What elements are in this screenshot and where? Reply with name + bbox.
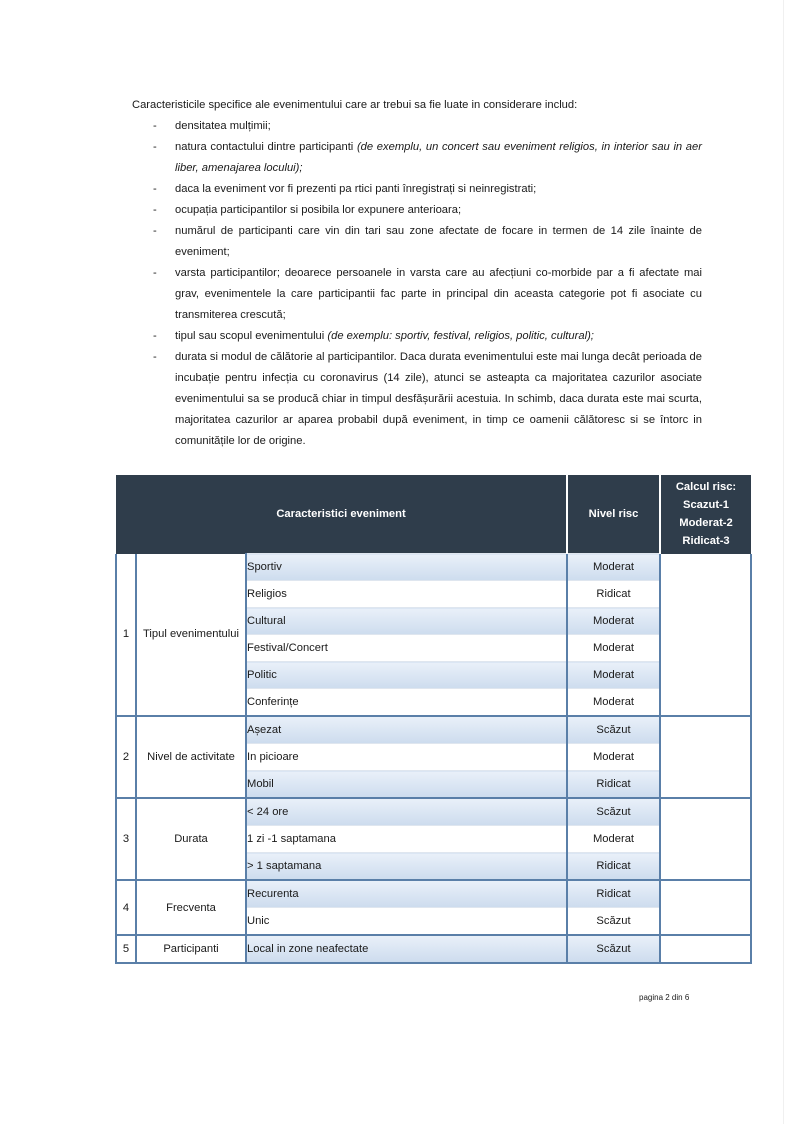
bullet-dash: - bbox=[153, 225, 157, 237]
bullet-item bbox=[132, 347, 702, 452]
bullet-item bbox=[132, 116, 702, 137]
table-header-row bbox=[116, 475, 751, 554]
characteristic-cell: Unic bbox=[246, 908, 567, 936]
header-characteristics: Caracteristici eveniment bbox=[116, 475, 567, 554]
calc-mid: Moderat-2 bbox=[679, 517, 733, 530]
risk-calc-cell bbox=[660, 716, 751, 798]
table-body bbox=[116, 554, 751, 964]
risk-level-cell: Moderat bbox=[567, 635, 660, 662]
group-number: 1 bbox=[116, 554, 136, 717]
risk-level-cell: Scăzut bbox=[567, 935, 660, 963]
risk-level-cell: Moderat bbox=[567, 662, 660, 689]
risk-table bbox=[115, 475, 752, 964]
bullet-text: natura contactului dintre participanti bbox=[175, 141, 357, 153]
group-category: Frecventa bbox=[136, 880, 246, 935]
bullet-dash: - bbox=[153, 141, 157, 153]
bullet-dash: - bbox=[153, 183, 157, 195]
risk-level-cell: Ridicat bbox=[567, 771, 660, 799]
bullet-italic-text: (de exemplu, un concert sau eveniment religios, in interior sau in aer liber, amenajarea locului); bbox=[175, 141, 702, 174]
bullet-dash: - bbox=[153, 120, 157, 132]
characteristic-cell: In picioare bbox=[246, 744, 567, 771]
scan-edge-line bbox=[783, 0, 784, 1124]
bullet-text: tipul sau scopul evenimentului bbox=[175, 330, 328, 342]
bullet-text: daca la eveniment vor fi prezenti pa rtici panti înregistrați si neinregistrati; bbox=[175, 183, 537, 195]
bullet-italic-text: (de exemplu: sportiv, festival, religios, politic, cultural); bbox=[327, 330, 594, 342]
risk-calc-cell bbox=[660, 798, 751, 880]
risk-level-cell: Ridicat bbox=[567, 853, 660, 881]
bullet-item bbox=[132, 179, 702, 200]
table-row bbox=[116, 880, 751, 908]
group-category: Tipul evenimentului bbox=[136, 554, 246, 717]
characteristic-cell: Politic bbox=[246, 662, 567, 689]
risk-level-cell: Moderat bbox=[567, 554, 660, 581]
table-row bbox=[116, 935, 751, 963]
characteristic-cell: Conferințe bbox=[246, 689, 567, 717]
bullet-text: ocupația participantilor si posibila lor expunere anterioara; bbox=[175, 204, 462, 216]
risk-level-cell: Ridicat bbox=[567, 581, 660, 608]
characteristic-cell: Așezat bbox=[246, 716, 567, 744]
risk-calc-cell bbox=[660, 554, 751, 717]
risk-level-cell: Scăzut bbox=[567, 908, 660, 936]
bullet-text: varsta participantilor; deoarece persoanele in varsta care au afecțiuni co-morbide par a fi afectate mai grav, evenimentele la care participantii fac parte in principal din aceasta categorie pot fi asociate cu transmiterea crescută; bbox=[175, 267, 702, 321]
calc-low: Scazut-1 bbox=[683, 499, 730, 512]
characteristic-cell: Cultural bbox=[246, 608, 567, 635]
bullet-dash: - bbox=[153, 204, 157, 216]
calc-high: Ridicat-3 bbox=[682, 535, 730, 548]
characteristic-cell: < 24 ore bbox=[246, 798, 567, 826]
risk-level-cell: Ridicat bbox=[567, 880, 660, 908]
characteristic-cell: Recurenta bbox=[246, 880, 567, 908]
group-category: Nivel de activitate bbox=[136, 716, 246, 798]
risk-calc-cell bbox=[660, 935, 751, 963]
risk-level-cell: Scăzut bbox=[567, 716, 660, 744]
risk-level-cell: Moderat bbox=[567, 826, 660, 853]
group-number: 4 bbox=[116, 880, 136, 935]
risk-level-cell: Moderat bbox=[567, 608, 660, 635]
header-risk-calc bbox=[660, 475, 751, 554]
bullet-list bbox=[132, 116, 702, 452]
group-number: 2 bbox=[116, 716, 136, 798]
characteristic-cell: > 1 saptamana bbox=[246, 853, 567, 881]
bullet-item bbox=[132, 326, 702, 347]
bullet-dash: - bbox=[153, 267, 157, 279]
bullet-text: durata si modul de călătorie al participantilor. Daca durata evenimentului este mai lunga decât perioada de incubație pentru infecția cu coronavirus (14 zile), atunci se asteapta ca majoritatea cazurilor asociate evenimentului sa se producă chiar in timpul desfășurării acestuia. In schimb, daca durata este mai scurta, majoritatea cazurilor ar aparea probabil după eveniment, in timp ce oamenii călătoresc si se întorc in comunitățile lor de origine. bbox=[175, 351, 702, 447]
bullet-dash: - bbox=[153, 330, 157, 342]
group-number: 3 bbox=[116, 798, 136, 880]
intro-section bbox=[132, 95, 702, 452]
characteristic-cell: Sportiv bbox=[246, 554, 567, 581]
characteristic-cell: 1 zi -1 saptamana bbox=[246, 826, 567, 853]
risk-level-cell: Scăzut bbox=[567, 798, 660, 826]
group-number: 5 bbox=[116, 935, 136, 963]
bullet-dash: - bbox=[153, 351, 157, 363]
bullet-item bbox=[132, 263, 702, 326]
page-number: pagina 2 din 6 bbox=[639, 993, 690, 1002]
bullet-text: densitatea mulțimii; bbox=[175, 120, 271, 132]
bullet-item bbox=[132, 137, 702, 179]
characteristic-cell: Mobil bbox=[246, 771, 567, 799]
bullet-text: numărul de participanti care vin din tari sau zone afectate de focare in termen de 14 zile înainte de eveniment; bbox=[175, 225, 702, 258]
group-category: Participanti bbox=[136, 935, 246, 963]
bullet-item bbox=[132, 200, 702, 221]
characteristic-cell: Festival/Concert bbox=[246, 635, 567, 662]
table-row bbox=[116, 716, 751, 744]
table-row bbox=[116, 554, 751, 581]
characteristic-cell: Local in zone neafectate bbox=[246, 935, 567, 963]
header-risk-level: Nivel risc bbox=[567, 475, 660, 554]
risk-calc-cell bbox=[660, 880, 751, 935]
risk-level-cell: Moderat bbox=[567, 744, 660, 771]
intro-title: Caracteristicile specifice ale evenimentului care ar trebui sa fie luate in considerare includ: bbox=[132, 99, 578, 111]
risk-level-cell: Moderat bbox=[567, 689, 660, 717]
calc-title: Calcul risc: bbox=[675, 481, 737, 494]
characteristic-cell: Religios bbox=[246, 581, 567, 608]
group-category: Durata bbox=[136, 798, 246, 880]
table-row bbox=[116, 798, 751, 826]
bullet-item bbox=[132, 221, 702, 263]
